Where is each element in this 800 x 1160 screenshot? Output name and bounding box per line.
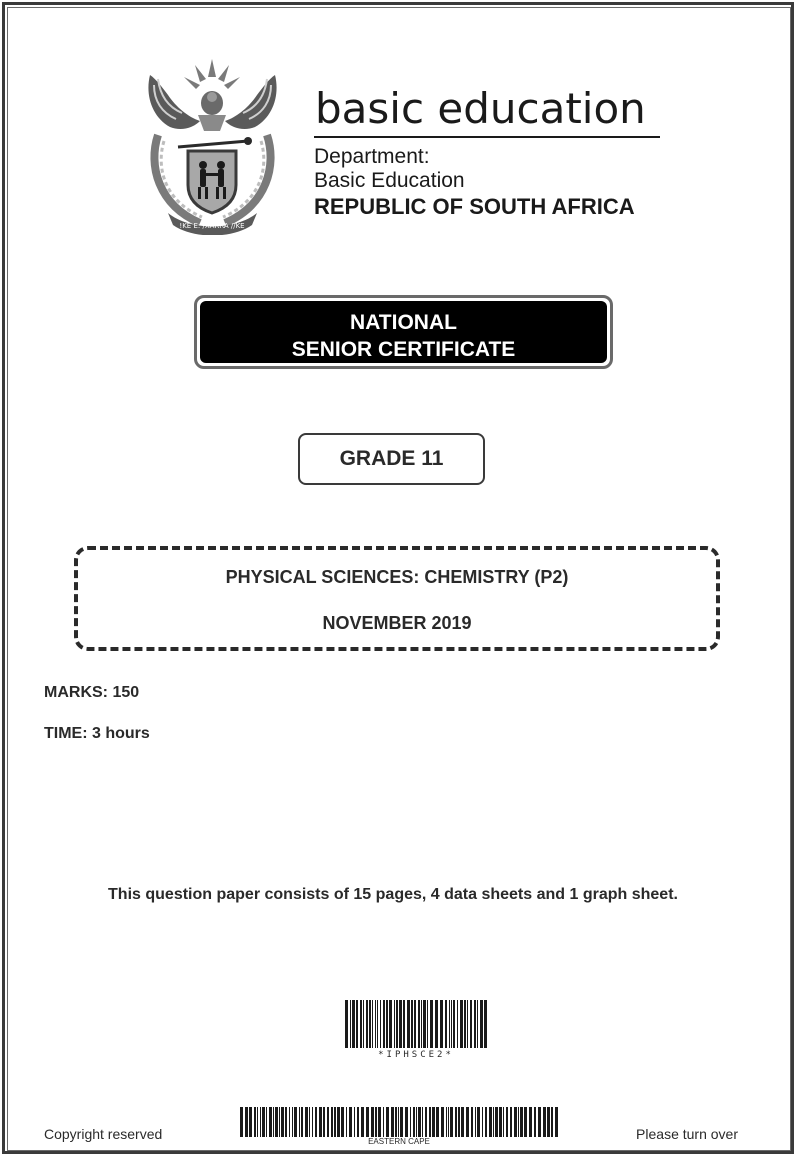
brand-rule [314,136,660,138]
paper-contents-note: This question paper consists of 15 pages, 4 data sheets and 1 graph sheet. [108,886,678,903]
department-label: Department: [314,145,430,168]
footer-turn-over: Please turn over [636,1126,738,1142]
coat-of-arms-motto: !KE E: /XARRA //KE [179,222,245,230]
department-name: Basic Education [314,169,465,192]
barcode-top-text: *IPHSCE2* [378,1050,454,1060]
barcode-bottom-text: EASTERN CAPE [368,1137,430,1146]
marks-label: MARKS: 150 [44,684,140,701]
certificate-inner [200,301,607,363]
grade-box: GRADE 11 [298,433,485,485]
barcode-bottom-icon [240,1107,558,1137]
certificate-line2: SENIOR CERTIFICATE [291,338,516,361]
subject-title: PHYSICAL SCIENCES: CHEMISTRY (P2) [225,567,569,587]
coat-of-arms-icon [140,55,285,235]
barcode-top-icon [345,1000,487,1052]
footer-copyright: Copyright reserved [44,1126,163,1142]
country-name: REPUBLIC OF SOUTH AFRICA [314,194,635,219]
time-label: TIME: 3 hours [44,725,150,742]
certificate-box [194,295,613,369]
certificate-line1: NATIONAL [350,311,457,334]
subject-box [74,546,720,651]
brand-title: basic education [315,84,646,133]
exam-session: NOVEMBER 2019 [322,613,472,633]
